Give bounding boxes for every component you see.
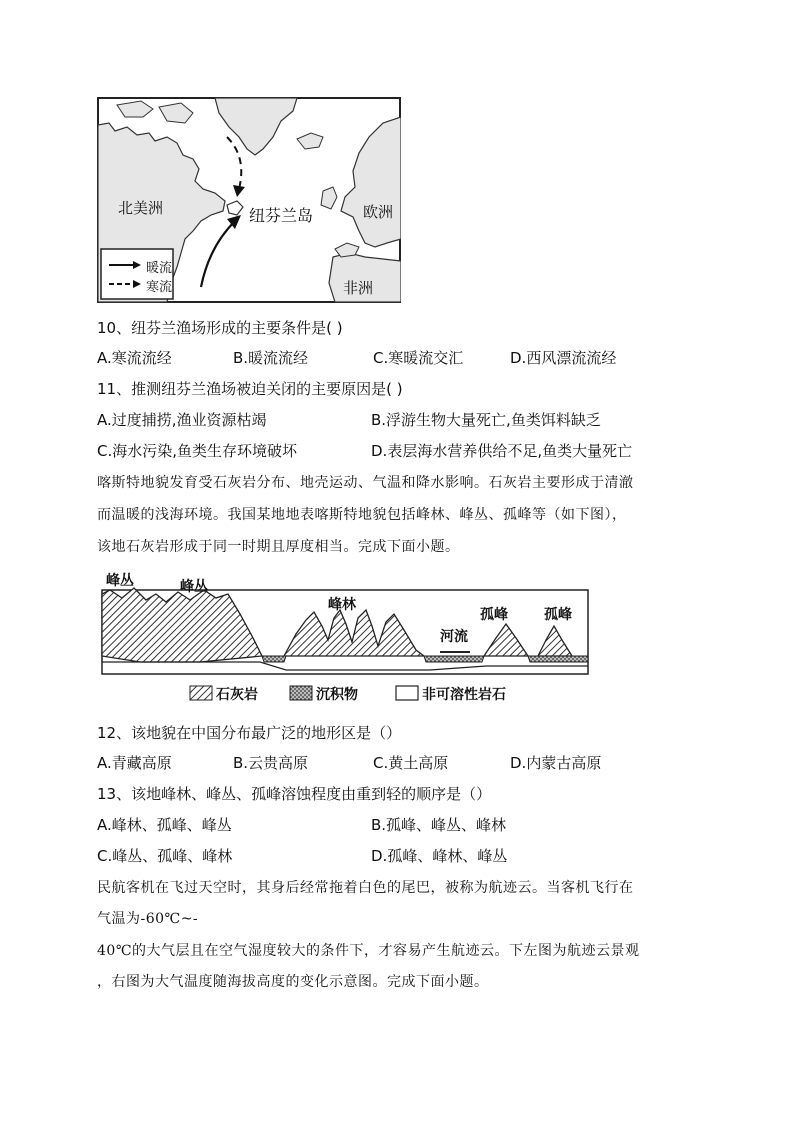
q10-option-d[interactable]: D.西风漂流流经 bbox=[510, 349, 617, 367]
label-gufeng-2: 孤峰 bbox=[544, 607, 572, 623]
contrail-intro-line-4: ，右图为大气温度随海拔高度的变化示意图。完成下面小题。 bbox=[97, 974, 489, 990]
q11-stem: 11、推测纽芬兰渔场被迫关闭的主要原因是( ) bbox=[97, 380, 403, 398]
label-river: 河流 bbox=[440, 629, 468, 645]
q10-stem: 10、纽芬兰渔场形成的主要条件是( ) bbox=[97, 319, 343, 337]
q13-option-d[interactable]: D.孤峰、峰林、峰丛 bbox=[371, 847, 508, 865]
sediment-river bbox=[424, 656, 484, 662]
legend-nonsoluble-swatch bbox=[396, 686, 418, 700]
legend-nonsoluble-label: 非可溶性岩石 bbox=[422, 687, 506, 703]
legend-warm-label: 暖流 bbox=[146, 261, 173, 276]
contrail-intro-line-2: 气温为-60℃~- bbox=[97, 911, 199, 927]
karst-landform-figure bbox=[100, 570, 590, 710]
label-fengcong-1: 峰丛 bbox=[106, 573, 134, 589]
q11-option-d[interactable]: D.表层海水营养供给不足,鱼类大量死亡 bbox=[371, 442, 633, 460]
label-north-america: 北美洲 bbox=[118, 199, 164, 217]
q12-option-c[interactable]: C.黄土高原 bbox=[373, 754, 449, 772]
q13-option-b[interactable]: B.孤峰、峰丛、峰林 bbox=[371, 816, 507, 834]
q12-option-d[interactable]: D.内蒙古高原 bbox=[510, 754, 602, 772]
q13-option-a[interactable]: A.峰林、孤峰、峰丛 bbox=[97, 816, 232, 834]
label-gufeng-1: 孤峰 bbox=[480, 607, 508, 623]
legend-cold-label: 寒流 bbox=[146, 280, 173, 295]
label-africa: 非洲 bbox=[343, 279, 374, 297]
sediment-right bbox=[528, 656, 588, 662]
legend-limestone-label: 石灰岩 bbox=[216, 687, 258, 703]
q11-option-a[interactable]: A.过度捕捞,渔业资源枯竭 bbox=[97, 411, 267, 429]
label-fengcong-2: 峰丛 bbox=[180, 579, 208, 595]
q10-option-a[interactable]: A.寒流流经 bbox=[97, 349, 172, 367]
newfoundland-map bbox=[97, 97, 401, 303]
q10-option-c[interactable]: C.寒暖流交汇 bbox=[373, 349, 464, 367]
sediment-left bbox=[262, 656, 286, 662]
label-europe: 欧洲 bbox=[363, 203, 394, 221]
karst-intro-line-1: 喀斯特地貌发育受石灰岩分布、地壳运动、气温和降水影响。石灰岩主要形成于清澈 bbox=[97, 475, 634, 491]
q13-option-c[interactable]: C.峰丛、孤峰、峰林 bbox=[97, 847, 233, 865]
q12-option-a[interactable]: A.青藏高原 bbox=[97, 754, 172, 772]
q13-stem: 13、该地峰林、峰丛、孤峰溶蚀程度由重到轻的顺序是（） bbox=[97, 785, 492, 803]
karst-intro-line-3: 该地石灰岩形成于同一时期且厚度相当。完成下面小题。 bbox=[97, 539, 460, 555]
contrail-intro-line-1: 民航客机在飞过天空时，其身后经常拖着白色的尾巴，被称为航迹云。当客机飞行在 bbox=[97, 880, 634, 896]
q12-stem: 12、该地貌在中国分布最广泛的地形区是（） bbox=[97, 724, 402, 742]
label-fenglin: 峰林 bbox=[328, 597, 356, 613]
q12-option-b[interactable]: B.云贵高原 bbox=[233, 754, 309, 772]
legend-limestone-swatch bbox=[190, 686, 212, 700]
q10-option-b[interactable]: B.暖流流经 bbox=[233, 349, 309, 367]
legend-sediment-label: 沉积物 bbox=[316, 687, 358, 703]
legend-sediment-swatch bbox=[290, 686, 312, 700]
q11-option-c[interactable]: C.海水污染,鱼类生存环境破坏 bbox=[97, 442, 298, 460]
q11-option-b[interactable]: B.浮游生物大量死亡,鱼类饵料缺乏 bbox=[371, 411, 601, 429]
label-newfoundland: 纽芬兰岛 bbox=[249, 206, 314, 225]
karst-intro-line-2: 而温暖的浅海环境。我国某地地表喀斯特地貌包括峰林、峰丛、孤峰等（如下图）， bbox=[97, 507, 627, 523]
contrail-intro-line-3: 40℃的大气层且在空气湿度较大的条件下，才容易产生航迹云。下左图为航迹云景观 bbox=[97, 943, 640, 959]
